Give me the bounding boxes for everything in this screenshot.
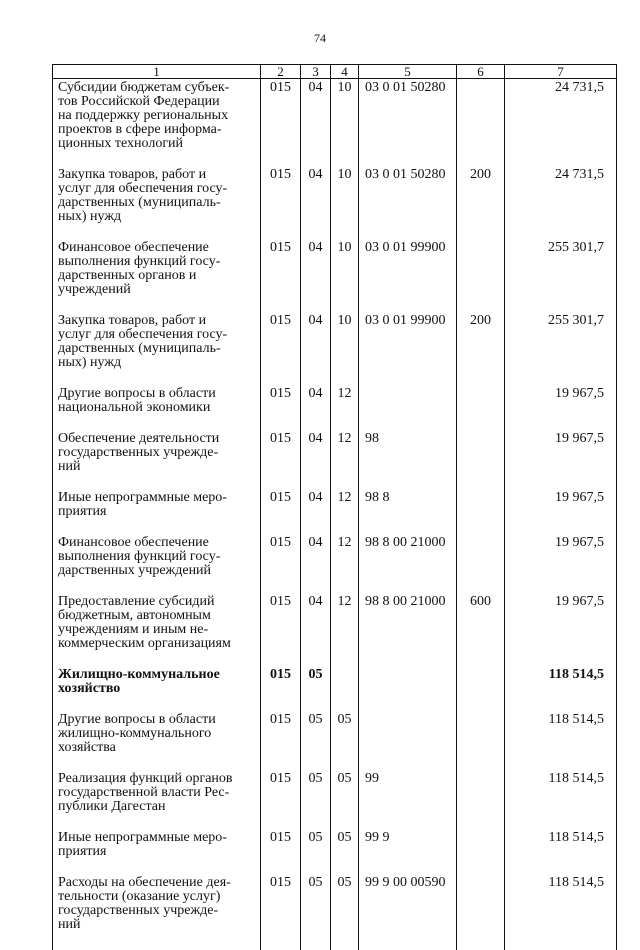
table-row (53, 651, 617, 696)
cell-code-6 (457, 370, 505, 415)
cell-amount: 118 514,5 (505, 651, 617, 696)
row-name: Другие вопросы в области жилищно-коммунального хозяйства (53, 696, 261, 755)
table-row (53, 151, 617, 224)
cell-code-4: 10 (331, 151, 359, 224)
cell-amount: 118 514,5 (505, 755, 617, 814)
cell-amount: 24 731,5 (505, 79, 617, 152)
empty-cell (53, 932, 261, 950)
cell-code-5: 99 9 00 00590 (359, 859, 457, 932)
cell-code-3: 04 (301, 415, 331, 474)
page-number: 74 (0, 31, 640, 46)
cell-code-2: 015 (261, 755, 301, 814)
cell-code-3: 04 (301, 578, 331, 651)
cell-code-6 (457, 814, 505, 859)
cell-code-5: 98 8 00 21000 (359, 519, 457, 578)
cell-code-4: 12 (331, 370, 359, 415)
cell-amount: 118 514,5 (505, 814, 617, 859)
cell-code-3: 04 (301, 519, 331, 578)
row-name: Иные непрограммные меро- приятия (53, 814, 261, 859)
table-row (53, 224, 617, 297)
cell-amount: 19 967,5 (505, 519, 617, 578)
cell-code-3: 04 (301, 297, 331, 370)
cell-amount: 19 967,5 (505, 370, 617, 415)
cell-code-6: 600 (457, 578, 505, 651)
row-name: Финансовое обеспечение выполнения функций госу- дарственных органов и учреждений (53, 224, 261, 297)
cell-code-4: 12 (331, 474, 359, 519)
cell-code-3: 04 (301, 370, 331, 415)
row-name: Жилищно-коммунальное хозяйство (53, 651, 261, 696)
cell-amount: 118 514,5 (505, 696, 617, 755)
cell-code-4: 12 (331, 519, 359, 578)
cell-code-4: 12 (331, 578, 359, 651)
cell-code-4 (331, 651, 359, 696)
cell-amount: 255 301,7 (505, 224, 617, 297)
row-name: Закупка товаров, работ и услуг для обеспечения госу- дарственных (муниципаль- ных) нужд (53, 297, 261, 370)
cell-code-6: 200 (457, 297, 505, 370)
table-row (53, 578, 617, 651)
cell-code-3: 04 (301, 224, 331, 297)
table-row (53, 519, 617, 578)
cell-code-3: 05 (301, 859, 331, 932)
column-header: 5 (359, 65, 457, 79)
cell-code-5: 03 0 01 50280 (359, 79, 457, 152)
cell-code-5: 98 8 00 21000 (359, 578, 457, 651)
header-row (53, 65, 617, 79)
table-row (53, 696, 617, 755)
cell-code-2: 015 (261, 297, 301, 370)
row-name: Расходы на обеспечение дея- тельности (оказание услуг) государственных учрежде- ний (53, 859, 261, 932)
cell-code-4: 05 (331, 696, 359, 755)
table-tail (53, 932, 617, 950)
row-name: Другие вопросы в области национальной экономики (53, 370, 261, 415)
row-name: Предоставление субсидий бюджетным, автономным учреждениям и иным не- коммерческим организациям (53, 578, 261, 651)
cell-amount: 24 731,5 (505, 151, 617, 224)
cell-code-3: 05 (301, 755, 331, 814)
table-row (53, 474, 617, 519)
cell-code-2: 015 (261, 224, 301, 297)
budget-table (52, 64, 617, 950)
cell-code-4: 10 (331, 297, 359, 370)
cell-amount: 118 514,5 (505, 859, 617, 932)
cell-code-2: 015 (261, 696, 301, 755)
column-header: 4 (331, 65, 359, 79)
cell-code-2: 015 (261, 651, 301, 696)
row-name: Закупка товаров, работ и услуг для обеспечения госу- дарственных (муниципаль- ных) нужд (53, 151, 261, 224)
cell-code-6 (457, 651, 505, 696)
cell-code-2: 015 (261, 859, 301, 932)
row-name: Иные непрограммные меро- приятия (53, 474, 261, 519)
cell-code-3: 04 (301, 79, 331, 152)
cell-code-4: 12 (331, 415, 359, 474)
empty-cell (301, 932, 331, 950)
cell-code-5: 99 9 (359, 814, 457, 859)
column-header: 7 (505, 65, 617, 79)
cell-code-2: 015 (261, 519, 301, 578)
column-header: 1 (53, 65, 261, 79)
cell-code-5: 98 8 (359, 474, 457, 519)
cell-code-6 (457, 696, 505, 755)
empty-cell (457, 932, 505, 950)
cell-code-3: 05 (301, 696, 331, 755)
cell-code-2: 015 (261, 79, 301, 152)
empty-cell (261, 932, 301, 950)
cell-code-5: 03 0 01 50280 (359, 151, 457, 224)
table-row (53, 859, 617, 932)
row-name: Обеспечение деятельности государственных учрежде- ний (53, 415, 261, 474)
cell-code-2: 015 (261, 474, 301, 519)
table-row (53, 79, 617, 152)
cell-code-6 (457, 755, 505, 814)
cell-code-4: 10 (331, 224, 359, 297)
cell-code-2: 015 (261, 415, 301, 474)
table-row (53, 814, 617, 859)
cell-code-3: 05 (301, 814, 331, 859)
cell-amount: 19 967,5 (505, 474, 617, 519)
cell-code-6 (457, 519, 505, 578)
cell-code-6: 200 (457, 151, 505, 224)
cell-amount: 19 967,5 (505, 578, 617, 651)
cell-code-5 (359, 651, 457, 696)
cell-code-6 (457, 474, 505, 519)
column-header: 2 (261, 65, 301, 79)
row-name: Реализация функций органов государственной власти Рес- публики Дагестан (53, 755, 261, 814)
cell-amount: 255 301,7 (505, 297, 617, 370)
cell-code-6 (457, 415, 505, 474)
cell-code-5: 99 (359, 755, 457, 814)
cell-code-2: 015 (261, 370, 301, 415)
table-row (53, 297, 617, 370)
cell-code-2: 015 (261, 151, 301, 224)
column-header: 6 (457, 65, 505, 79)
empty-cell (331, 932, 359, 950)
cell-code-5: 03 0 01 99900 (359, 224, 457, 297)
row-name: Финансовое обеспечение выполнения функций госу- дарственных учреждений (53, 519, 261, 578)
column-header: 3 (301, 65, 331, 79)
cell-code-5: 03 0 01 99900 (359, 297, 457, 370)
cell-code-4: 10 (331, 79, 359, 152)
cell-code-4: 05 (331, 859, 359, 932)
cell-code-6 (457, 224, 505, 297)
table-row (53, 370, 617, 415)
cell-code-6 (457, 859, 505, 932)
cell-code-5 (359, 696, 457, 755)
row-name: Субсидии бюджетам субъек- тов Российской Федерации на поддержку региональных проектов в сфере информа- ционных технологий (53, 79, 261, 152)
cell-code-4: 05 (331, 755, 359, 814)
cell-code-4: 05 (331, 814, 359, 859)
table-row (53, 755, 617, 814)
cell-code-2: 015 (261, 578, 301, 651)
cell-amount: 19 967,5 (505, 415, 617, 474)
empty-cell (505, 932, 617, 950)
cell-code-3: 04 (301, 474, 331, 519)
cell-code-2: 015 (261, 814, 301, 859)
cell-code-6 (457, 79, 505, 152)
cell-code-5: 98 (359, 415, 457, 474)
table-row (53, 415, 617, 474)
empty-cell (359, 932, 457, 950)
table-body (53, 79, 617, 950)
cell-code-5 (359, 370, 457, 415)
cell-code-3: 05 (301, 651, 331, 696)
cell-code-3: 04 (301, 151, 331, 224)
